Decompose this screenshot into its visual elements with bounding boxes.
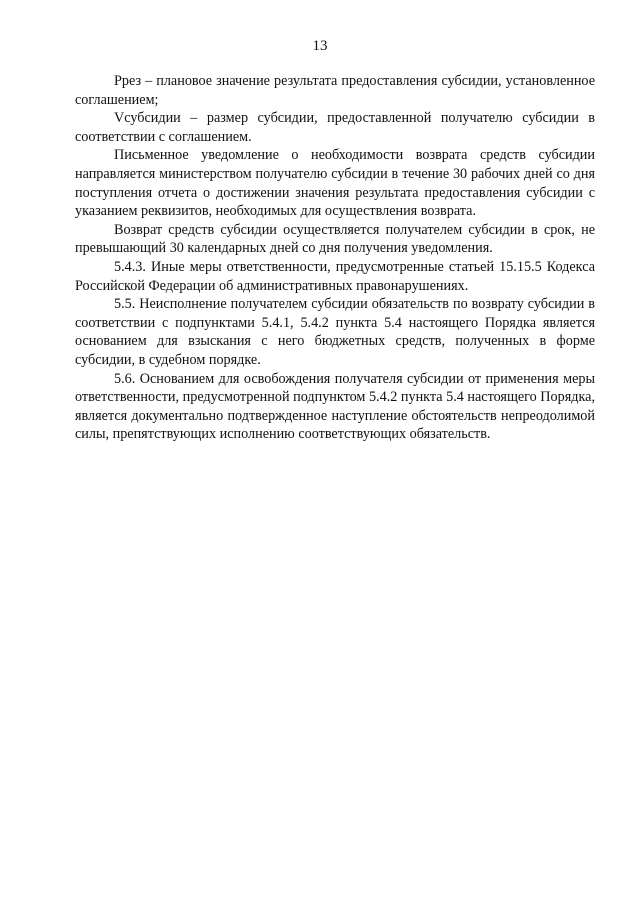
paragraph-5-6: 5.6. Основанием для освобождения получателя субсидии от применения меры ответственности, предусмотренной подпунктом 5.4.2 пункта 5.4 настоящего Порядка, является документально подтвержденное наступление обстоятельств непреодолимой силы, препятствующих исполнению соответствующих обязательств. bbox=[75, 370, 595, 443]
document-body bbox=[75, 72, 595, 444]
paragraph-written-notice: Письменное уведомление о необходимости возврата средств субсидии направляется министерством получателю субсидии в течение 30 рабочих дней со дня поступления отчета о достижении значения результата предоставления субсидии с указанием реквизитов, необходимых для осуществления возврата. bbox=[75, 147, 595, 220]
paragraph-vsubsidii-definition: Vсубсидии – размер субсидии, предоставленной получателю субсидии в соответствии с соглашением. bbox=[75, 110, 595, 145]
page-number: 13 bbox=[312, 38, 328, 54]
paragraph-prez-definition: Pрез – плановое значение результата предоставления субсидии, установленное соглашением; bbox=[75, 73, 595, 108]
paragraph-5-5: 5.5. Неисполнение получателем субсидии обязательств по возврату субсидии в соответствии с подпунктами 5.4.1, 5.4.2 пункта 5.4 настоящего Порядка является основанием для взыскания с него бюджетных средств, полученных в форме субсидии, в судебном порядке. bbox=[75, 296, 595, 368]
paragraph-refund-term: Возврат средств субсидии осуществляется получателем субсидии в срок, не превышающий 30 календарных дней со дня получения уведомления. bbox=[75, 221, 595, 257]
paragraph-5-4-3: 5.4.3. Иные меры ответственности, предусмотренные статьей 15.15.5 Кодекса Российской Федерации об административных правонарушениях. bbox=[75, 258, 595, 294]
